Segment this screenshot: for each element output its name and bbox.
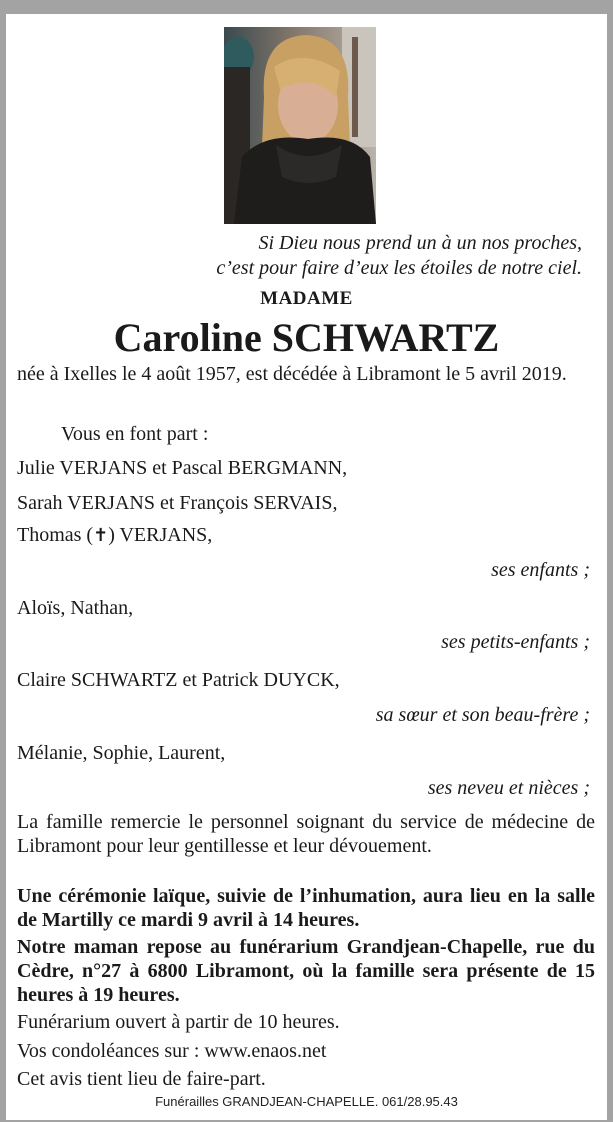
ceremony-paragraph: Une cérémonie laïque, suivie de l’inhumation, aura lieu en la salle de Martilly ce mardi 9 avril à 14 heures. <box>17 885 595 931</box>
quote <box>216 231 582 281</box>
sister-line: Claire SCHWARTZ et Patrick DUYCK, <box>17 669 340 691</box>
obituary-card <box>6 14 607 1120</box>
honorific: MADAME <box>260 288 353 309</box>
thomas-after: ) VERJANS, <box>108 524 213 546</box>
notice-text: Cet avis tient lieu de faire-part. <box>17 1068 266 1090</box>
thanks-paragraph: La famille remercie le personnel soignant du service de médecine de Libramont pour leur gentillesse et leur dévouement. <box>17 811 595 857</box>
deceased-name: Caroline SCHWARTZ <box>113 315 500 360</box>
children-relation: ses enfants ; <box>491 559 590 581</box>
quote-line-2: c’est pour faire d’eux les étoiles de notre ciel. <box>216 257 582 279</box>
nephews-relation: ses neveu et nièces ; <box>427 777 590 799</box>
footer-funeral-home: Funérailles GRANDJEAN-CHAPELLE. 061/28.95.43 <box>155 1094 458 1109</box>
child-line-3 <box>17 523 212 548</box>
grandchildren-relation: ses petits-enfants ; <box>441 631 590 653</box>
nephews-line: Mélanie, Sophie, Laurent, <box>17 742 226 764</box>
birth-death-text: née à Ixelles le 4 août 1957, est décédée à Libramont le 5 avril 2019. <box>17 363 567 385</box>
child-line-1: Julie VERJANS et Pascal BERGMANN, <box>17 457 348 479</box>
portrait-photo <box>224 27 376 224</box>
quote-line-1: Si Dieu nous prend un à un nos proches, <box>258 232 582 254</box>
condolences-text: Vos condoléances sur : www.enaos.net <box>17 1040 327 1062</box>
funerarium-paragraph: Notre maman repose au funérarium Grandjean-Chapelle, rue du Cèdre, n°27 à 6800 Libramont, où la famille sera présente de 15 heures à 19 heures. <box>17 936 595 1006</box>
opening-text: Funérarium ouvert à partir de 10 heures. <box>17 1011 340 1033</box>
sister-relation: sa sœur et son beau-frère ; <box>375 704 590 726</box>
child-line-2: Sarah VERJANS et François SERVAIS, <box>17 492 338 514</box>
grandchildren-line: Aloïs, Nathan, <box>17 597 134 619</box>
cross-icon: ✝ <box>93 525 109 546</box>
thomas-before: Thomas ( <box>17 524 94 546</box>
intro-text: Vous en font part : <box>61 423 209 445</box>
